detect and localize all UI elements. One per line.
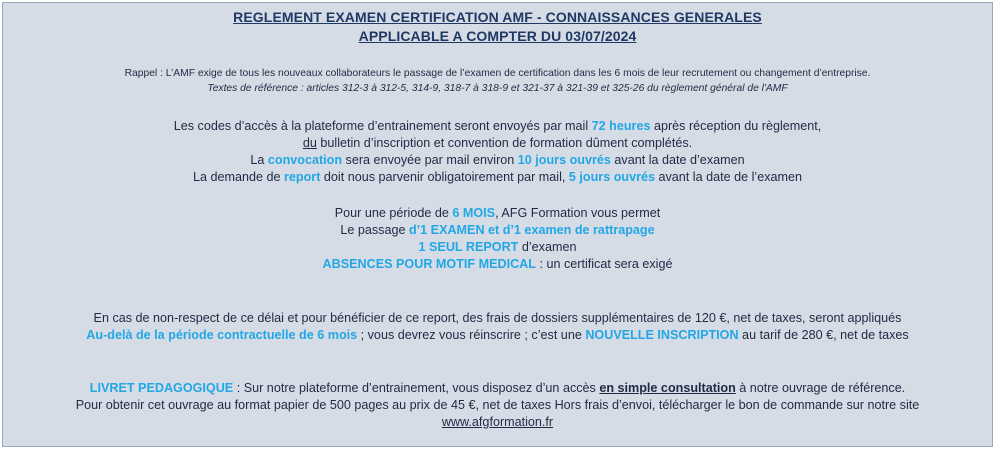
access-text: La: [250, 153, 268, 167]
highlight-livret: LIVRET PEDAGOGIQUE: [89, 381, 234, 395]
website-link-line: [3, 415, 992, 429]
period-line-2: [3, 223, 992, 237]
fees-line-2: [3, 328, 992, 342]
highlight-report: report: [284, 170, 321, 184]
access-line-1: [3, 119, 992, 133]
simple-consultation: en simple consultation: [599, 381, 736, 395]
highlight-periode-contractuelle: Au-delà de la période contractuelle de 6 mois: [86, 328, 358, 342]
period-text: Pour une période de: [334, 206, 453, 220]
access-text: avant la date de l’examen: [655, 170, 803, 184]
website-link[interactable]: www.afgformation.fr: [441, 415, 554, 429]
reglement-panel: [2, 2, 993, 447]
period-text: d’examen: [518, 240, 577, 254]
title-line-2: APPLICABLE A COMPTER DU 03/07/2024: [358, 28, 637, 44]
highlight-5-jours: 5 jours ouvrés: [568, 170, 655, 184]
access-text: La demande de: [192, 170, 284, 184]
period-text: Le passage: [340, 223, 409, 237]
livret-line-2: Pour obtenir cet ouvrage au format papier de 500 pages au prix de 45 €, net de taxes Hors frais d’envoi, télécharger le bon de commande sur notre site: [75, 398, 920, 412]
fees-line-1: En cas de non-respect de ce délai et pour bénéficier de ce report, des frais de dossiers supplémentaires de 120 €, net de taxes, seront appliqués: [93, 311, 902, 325]
title-line-1: REGLEMENT EXAMEN CERTIFICATION AMF - CONNAISSANCES GENERALES: [233, 9, 762, 25]
fees-text: au tarif de 280 €, net de taxes: [738, 328, 909, 342]
livret-text: : Sur notre plateforme d’entrainement, vous disposez d’un accès: [233, 381, 600, 395]
access-line-3: [3, 153, 992, 167]
access-line-2: [3, 136, 992, 150]
highlight-10-jours: 10 jours ouvrés: [517, 153, 611, 167]
period-line-4: [3, 257, 992, 271]
highlight-examen-rattrapage: d’1 EXAMEN et d’1 examen de rattrapage: [408, 223, 655, 237]
fees-text: ; vous devrez vous réinscrire ; c’est une: [357, 328, 586, 342]
highlight-absences: ABSENCES POUR MOTIF MEDICAL: [322, 257, 536, 271]
rappel-text: Rappel : L’AMF exige de tous les nouveaux collaborateurs le passage de l’examen de certification dans les 6 mois de leur recrutement ou changement d’entreprise.: [124, 68, 871, 79]
access-text: bulletin d’inscription et convention de formation dûment complétés.: [316, 136, 693, 150]
livret-text: à notre ouvrage de référence.: [735, 381, 906, 395]
access-text: Les codes d’accès à la plateforme d’entrainement seront envoyés par mail: [173, 119, 592, 133]
access-text: doit nous parvenir obligatoirement par mail,: [320, 170, 569, 184]
highlight-convocation: convocation: [267, 153, 343, 167]
highlight-72-heures: 72 heures: [591, 119, 651, 133]
access-text: après réception du règlement,: [650, 119, 822, 133]
livret-line-1: [3, 381, 992, 395]
highlight-6-mois: 6 MOIS: [452, 206, 496, 220]
reference-texts: Textes de référence : articles 312-3 à 312-5, 314-9, 318-7 à 318-9 et 321-37 à 321-39 et 325-26 du règlement général de l'AMF: [207, 83, 788, 94]
access-line-4: [3, 170, 992, 184]
period-line-3: [3, 240, 992, 254]
underlined-word: du: [302, 136, 317, 150]
access-text: avant la date d’examen: [610, 153, 745, 167]
period-text: , AFG Formation vous permet: [495, 206, 661, 220]
highlight-nouvelle-inscription: NOUVELLE INSCRIPTION: [585, 328, 739, 342]
period-text: : un certificat sera exigé: [535, 257, 673, 271]
access-text: sera envoyée par mail environ: [342, 153, 518, 167]
highlight-seul-report: 1 SEUL REPORT: [418, 240, 519, 254]
period-line-1: [3, 206, 992, 220]
